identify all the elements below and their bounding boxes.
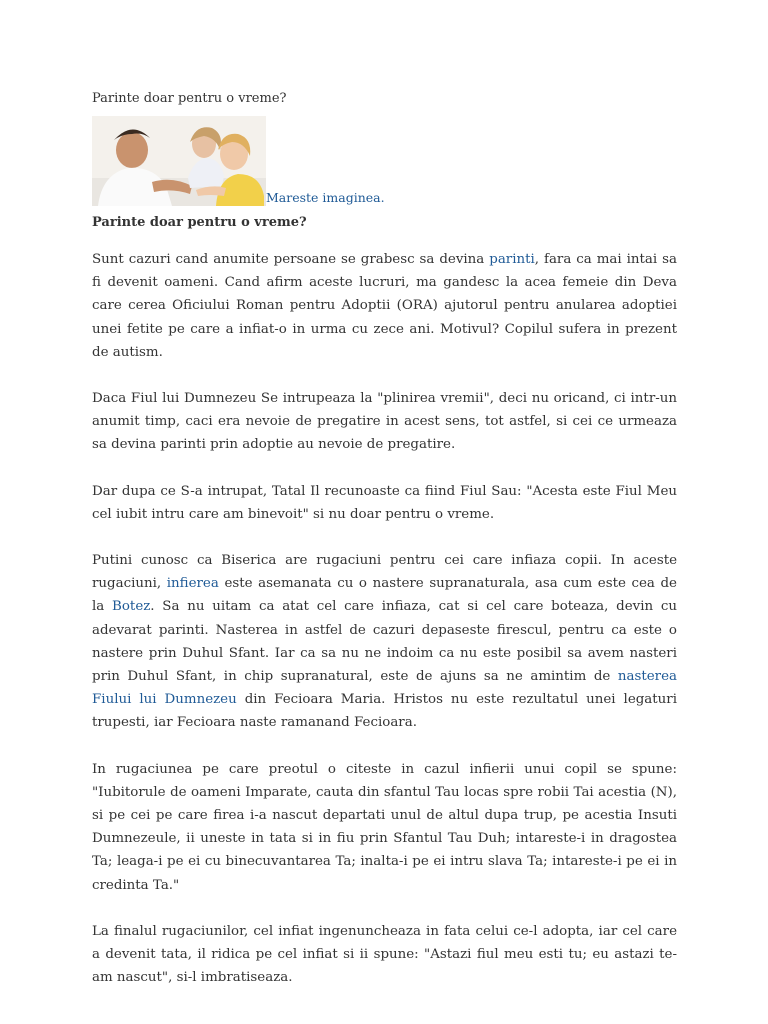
image-row [92, 114, 677, 206]
paragraph-text: este asemanata cu o nastere supranaturala, asa cum este cea de la [92, 576, 677, 615]
link-botez[interactable]: Botez [112, 599, 151, 615]
paragraph-1 [92, 248, 677, 364]
paragraph-text: din Fecioara Maria. Hristos nu este rezultatul unei legaturi trupesti, iar Fecioara naste ramanand Fecioara. [92, 692, 677, 731]
enlarge-image-link[interactable]: Mareste imaginea. [266, 190, 385, 205]
paragraph-text: , fara ca mai intai sa fi devenit oameni. Cand afirm aceste lucruri, ma gandesc la acea femeie din Deva care cerea Oficiului Roman pentru Adoptii (ORA) ajutorul pentru anularea adoptiei unei fetite pe care a infiat-o in urma cu zece ani. Motivul? Copilul sufera in prezent de autism. [92, 252, 677, 360]
paragraph-3: Dar dupa ce S-a intrupat, Tatal Il recunoaste ca fiind Fiul Sau: "Acesta este Fiul Meu cel iubit intru care am binevoit" si nu doar pentru o vreme. [92, 483, 677, 522]
family-photo-illustration [92, 116, 266, 206]
paragraph-6: La finalul rugaciunilor, cel infiat ingenuncheaza in fata celui ce-l adopta, iar cel care a devenit tata, il ridica pe cel infiat si ii spune: "Astazi fiul meu esti tu; eu astazi te-am nascut", si-l imbratiseaza. [92, 923, 677, 986]
link-parinti[interactable]: parinti [489, 252, 535, 267]
paragraph-text: . Sa nu uitam ca atat cel care infiaza, cat si cel care boteaza, devin cu adevarat parinti. Nasterea in astfel de cazuri depaseste firescul, pentru ca este o nastere prin Duhul Sfant. Iar ca sa nu ne indoim ca nu este posibil sa avem nasteri prin Duhul Sfant, in chip supranatural, este de ajuns sa ne amintim de [92, 599, 677, 685]
paragraph-4 [92, 549, 677, 735]
link-infierea[interactable]: infierea [166, 576, 219, 592]
article-title-top: Parinte doar pentru o vreme? [92, 91, 287, 106]
paragraph-5: In rugaciunea pe care preotul o citeste in cazul infierii unui copil se spune: "Iubitorule de oameni Imparate, cauta din sfantul Tau locas spre robii Tai acestia (N), si pe cei pe care firea i-a nascut departati unul de altul dupa trup, pe acestia Insuti Dumnezeule, ii uneste in tata si in fiu prin Sfantul Tau Duh; intareste-i in dragostea Ta; leaga-i pe ei cu binecuvantarea Ta; inalta-i pe ei intru slava Ta; intareste-i pe ei in credinta Ta." [92, 761, 677, 893]
paragraph-text: Sunt cazuri cand anumite persoane se grabesc sa devina [92, 252, 490, 267]
article-subtitle: Parinte doar pentru o vreme? [92, 215, 307, 230]
paragraph-2: Daca Fiul lui Dumnezeu Se intrupeaza la "plinirea vremii", deci nu oricand, ci intr-un anumit timp, caci era nevoie de pregatire in acest sens, tot astfel, si cei ce urmeaza sa devina parinti prin adoptie au nevoie de pregatire. [92, 391, 677, 453]
link-nasterea-fiului[interactable]: nasterea Fiului lui Dumnezeu [92, 669, 677, 708]
paragraph-text: Putini cunosc ca Biserica are rugaciuni pentru cei care infiaza copii. In aceste rugaciuni, [92, 553, 677, 592]
family-photo[interactable] [92, 116, 266, 206]
